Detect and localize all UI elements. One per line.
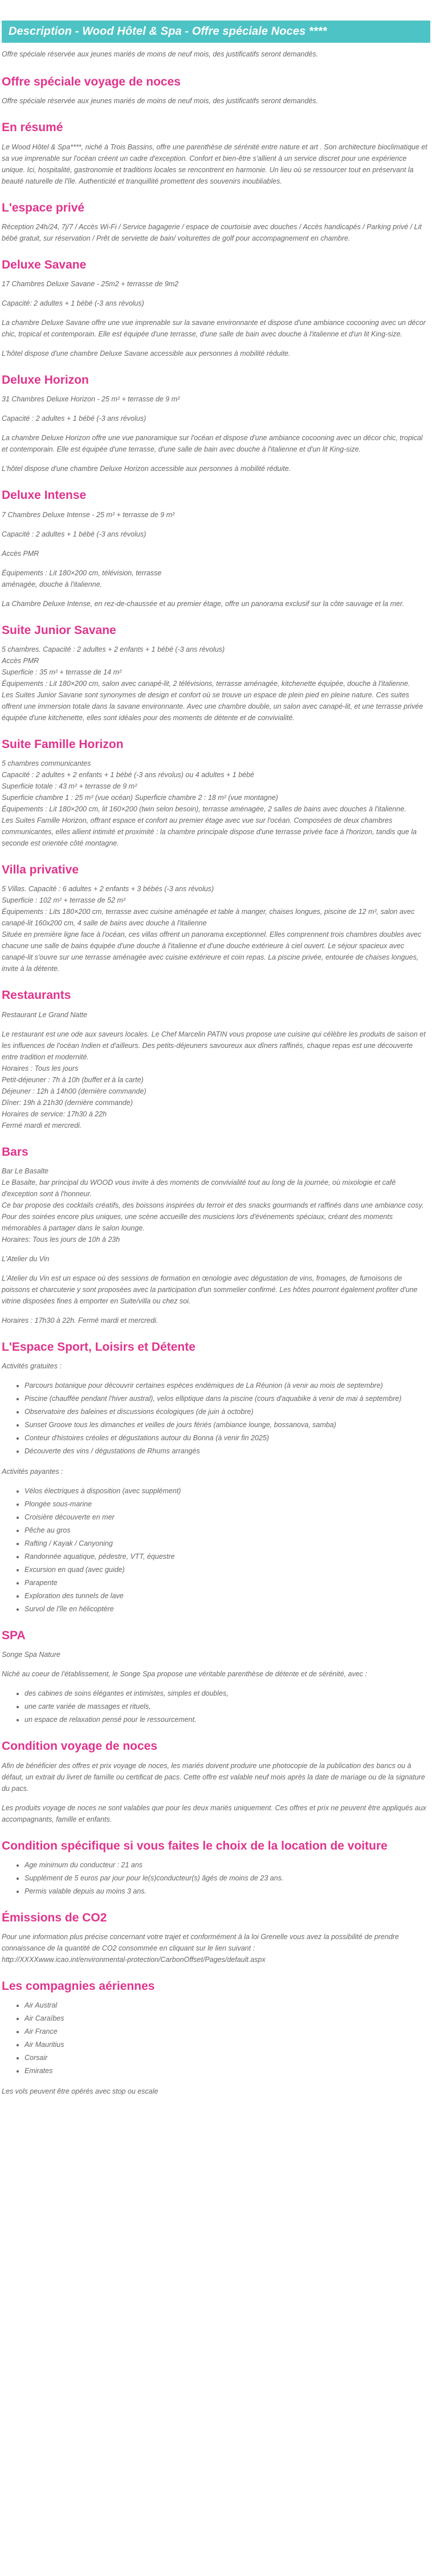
bullet-list [25,1859,430,1897]
paragraph [2,1315,430,1326]
section-heading: Émissions de CO2 [2,1911,107,1924]
section-l-espace-sport-loisirs-et-detente [2,1340,430,1615]
paragraph [2,1466,430,1477]
text-line: Superficie : 35 m² + terrasse de 14 m² [2,668,122,676]
text-line: Capacité: 2 adultes + 1 bébé (-3 ans révolus) [2,299,144,307]
text-line: Afin de bénéficier des offres et prix voyage de noces, les mariés doivent produire une photocopie de la publication des bancs ou à défaut, un extrait du livret de famille ou certificat de pacs. Cette offre est valable neuf mois après la date de mariage ou de la signature du pacs. [2,1761,425,1793]
section-heading: Suite Famille Horizon [2,737,124,751]
text-line: Niché au coeur de l'établissement, le Songe Spa propose une véritable parenthèse de détente et de sérénité, avec : [2,1670,368,1679]
list-item: • Air Caraïbes [25,2013,430,2024]
list-item: • Survol de l'île en hélicoptère [25,1603,430,1615]
list-item: • Conteur d'histoires créoles et dégustations autour du Bonna (à venir fin 2025) [25,1432,430,1444]
text-line: Capacité : 2 adultes + 2 enfants + 1 bébé (-3 ans révolus) ou 4 adultes + 1 bébé [2,771,255,779]
list-item: • Exploration des tunnels de lave [25,1590,430,1602]
text-line: 17 Chambres Deluxe Savane - 25m2 + terrasse de 9m2 [2,280,179,288]
section-heading: Condition spécifique si vous faites le choix de la location de voiture [2,1839,388,1852]
paragraph [2,1931,430,1965]
text-line: 31 Chambres Deluxe Horizon - 25 m² + terrasse de 9 m² [2,395,180,404]
text-line: Les vols peuvent être opérés avec stop ou escale [2,2087,158,2096]
text-line: Les Suites Junior Savane sont synonymes de design et confort où se trouve un espace de plein pied en pleine nature. Ces suites offrent une immersion totale dans la savane environnante. Avec une chambre double, un salon avec canapé-lit, et une terrasse privée équipée d'une kitchenette, elles sont idéales pour des moments de détente et de convivialité. [2,690,423,722]
paragraph [2,1029,430,1131]
paragraph [2,463,430,474]
list-item: • Emirates [25,2065,430,2077]
text-line: 5 chambres. Capacité : 2 adultes + 2 enfants + 1 bébé (-3 ans révolus) [2,645,225,653]
section-heading: Deluxe Intense [2,489,87,502]
list-item: • une carte variée de massages et rituels, [25,1701,430,1712]
text-line: Située en première ligne face à l'océan, ces villas offrent un panorama exceptionnel. Elles comprennent trois chambres doubles avec chacune une salle de bains équipée d'une douche à l'italienne et d'une douche extérieure à ciel ouvert. Le séjour spacieux avec canapé-lit s'ouvre sur une terrasse aménagée avec cuisine extérieure et coin repas. La piscine privée, entourée de chaises longues, invite à la détente. [2,931,422,973]
paragraph [2,221,430,244]
list-item: • Age minimum du conducteur : 21 ans [25,1859,430,1871]
text-line: Bar Le Basalte [2,1167,48,1175]
text-line: Dîner: 19h à 21h30 (dernière commande) [2,1098,133,1107]
text-line: Ce bar propose des cocktails créatifs, des boissons inspirées du terroir et des snacks gourmands et raffinés dans une ambiance cosy. Pour des soirées encore plus uniques, une scène accueille des musiciens lors d'événements spéciaux, créant des moments mémorables à partager dans le salon lounge. [2,1201,424,1232]
list-item: • Corsair [25,2052,430,2063]
section-heading: En résumé [2,121,63,135]
text-line: 5 chambres communicantes [2,759,91,767]
text-line: Restaurant Le Grand Natte [2,1010,88,1019]
text-line: L'Atelier du Vin [2,1254,50,1263]
list-item: • Pêche au gros [25,1525,430,1536]
section-heading: SPA [2,1629,26,1642]
paragraph [2,1668,430,1680]
text-line: aménagée, douche à l'italienne. [2,580,103,588]
list-item: • Sunset Groove tous les dimanches et veilles de jours fériés (ambiance lounge, bossanova, samba) [25,1419,430,1431]
paragraph [2,432,430,455]
text-line: Horaires : 17h30 à 22h. Fermé mardi et mercredi. [2,1316,158,1324]
list-item: • Vélos électriques à disposition (avec supplément) [25,1485,430,1497]
paragraph [2,95,430,107]
bullet-list [25,1485,430,1615]
section-heading: Condition voyage de noces [2,1740,158,1753]
section-spa [2,1628,430,1725]
content [2,75,430,2097]
paragraph [2,141,430,187]
paragraph [2,644,430,724]
section-condition-voyage-de-noces [2,1739,430,1825]
paragraph [2,883,430,974]
text-line: 5 Villas. Capacité : 6 adultes + 2 enfants + 3 bébés (-3 ans révolus) [2,885,214,893]
text-line: Équipements : Lit 180×200 cm, salon avec canapé-lit, 2 télévisions, terrasse aménagée, kitchenette équipée, douche à l'italienne. [2,679,410,688]
text-line: Équipements : Lits 180×200 cm, terrasse avec cuisine aménagée et table à manger, chaises longues, piscine de 12 m², salon avec canapé-lit 160x200 cm, 4 salle de bains avec douche à l'italienne [2,908,415,928]
text-line: Le restaurant est une ode aux saveurs locales. Le Chef Marcelin PATIN vous propose une cuisine qui célèbre les produits de saison et les influences de l'océan Indien et d'ailleurs. Des petits-déjeuners savoureux aux dîners raffinés, chaque repas est une découverte entre tradition et modernité. [2,1030,426,1061]
section-condition-specifique-si-vous-faites-le-choix-de-la-location-de-voiture [2,1839,430,1897]
paragraph [2,1253,430,1265]
text-line: Horaires de service: 17h30 à 22h [2,1110,107,1118]
text-line: Horaires : Tous les jours [2,1064,79,1072]
paragraph [2,1802,430,1825]
bullet-list [25,1688,430,1725]
text-line: Déjeuner : 12h à 14h00 (dernière commande) [2,1087,146,1095]
list-item: • Croisière découverte en mer [25,1512,430,1523]
paragraph [2,1760,430,1794]
section-deluxe-savane [2,258,430,359]
section-deluxe-intense [2,488,430,609]
list-item: • Observatoire des baleines et discussions écologiques (de juin à octobre) [25,1406,430,1417]
text-line: Superficie : 102 m² + terrasse de 52 m² [2,896,126,905]
section-les-compagnies-aeriennes [2,1979,430,2097]
list-item: • Air Mauritius [25,2039,430,2050]
text-line: Les produits voyage de noces ne sont valables que pour les deux mariés uniquement. Ces offres et prix ne peuvent être appliqués aux accompagnants, famille et enfants. [2,1803,426,1823]
text-line: http://XXXXwww.icao.int/environmental-protection/CarbonOffset/Pages/default.aspx [2,1956,266,1964]
paragraph [2,278,430,290]
paragraph [2,529,430,540]
list-item: • Randonnée aquatique, pédestre, VTT, équestre [25,1551,430,1562]
paragraph [2,2086,430,2097]
section-heading: Suite Junior Savane [2,623,116,637]
text-line: Accès PMR [2,656,39,665]
paragraph [2,413,430,424]
paragraph [2,567,430,590]
text-line: Petit-déjeuner : 7h à 10h (buffet et à la carte) [2,1075,144,1084]
text-line: Capacité : 2 adultes + 1 bébé (-3 ans révolus) [2,415,146,423]
list-item: • Piscine (chauffée pendant l'hiver austral), velos elliptique dans la piscine (cours d'aquabike à venir de mai à septembre) [25,1393,430,1404]
section-bars [2,1145,430,1326]
text-line: Le Wood Hôtel & Spa****, niché à Trois Bassins, offre une parenthèse de sérénité entre nature et art . Son architecture bioclimatique et sa vue imprenable sur l'océan créent un cadre d'exception. Confort et bien-être s'allient à un service discret pour une expérience unique. Ici, hospitalité, gastronomie et traditions locales se rencontrent en harmonie. Un lieu où se ressourcer tout en préservant la beauté naturelle de l'île. Authenticité et tranquillité promettent des souvenirs inoubliables. [2,143,427,185]
list-item: • des cabines de soins élégantes et intimistes, simples et doubles, [25,1688,430,1699]
section-l-espace-prive [2,201,430,244]
text-line: Le Basalte, bar principal du WOOD vous invite à des moments de convivialité tout au long de la journée, où mixologie et café d'exception sont à l'honneur. [2,1178,396,1198]
section-heading: L'Espace Sport, Loisirs et Détente [2,1340,195,1354]
section-restaurants [2,988,430,1131]
text-line: Équipements : Lit 180×200 cm, lit 160×200 (twin selon besoin), terrasse aménagée, 2 salles de bains avec douches à l'italienne. [2,805,406,813]
text-line: Activités gratuites : [2,1362,62,1370]
list-item: • Parcours botanique pour découvrir certaines espèces endémiques de La Réunion (à venir au mois de septembre) [25,1380,430,1391]
list-item: • Excursion en quad (avec guide) [25,1564,430,1575]
text-line: Les Suites Famille Horizon, offrant espace et confort au premier étage avec vue sur l'océan. Composées de deux chambres communicantes, elles allient intimité et proximité : la chambre principale dispose d'une terrasse privée face à l'horizon, tandis que la seconde est orientée côté montagne. [2,816,417,847]
paragraph [2,1165,430,1245]
section-villa-privative [2,863,430,974]
text-line: Capacité : 2 adultes + 1 bébé (-3 ans révolus) [2,530,146,538]
text-line: Superficie totale : 43 m² + terrasse de 9 m² [2,782,137,790]
text-line: Équipements : Lit 180×200 cm, télévision, terrasse [2,568,162,577]
text-line: L'Atelier du Vin est un espace où des sessions de formation en œnologie avec dégustation de vins, fromages, de fumoisons de poissons et charcuterie y sont proposées avec la participation d'un sommelier confirmé. Les hôtes pourront également profiter d'une vitrine disposées fines à emporter en Suite/villa ou chez soi. [2,1274,418,1305]
list-item: • Parapente [25,1577,430,1588]
paragraph [2,1273,430,1307]
section-heading: Villa privative [2,863,79,876]
list-item: • Air Austral [25,2000,430,2011]
text-line: L'hôtel dispose d'une chambre Deluxe Horizon accessible aux personnes à mobilité réduite. [2,465,291,473]
paragraph [2,509,430,521]
text-line: La chambre Deluxe Savane offre une vue imprenable sur la savane environnante et dispose d'une ambiance cocooning avec un décor chic, tropical et contemporain. Elle est équipée d'une terrasse, d'une salle de bain avec douche à l'italienne et d'un lit King-size. [2,319,426,338]
paragraph [2,1360,430,1372]
list-item: • Permis valable depuis au moins 3 ans. [25,1886,430,1897]
paragraph [2,317,430,340]
text-line: Offre spéciale réservée aux jeunes mariés de moins de neuf mois, des justificatifs seront demandés. [2,97,319,105]
section-suite-famille-horizon [2,737,430,849]
section-heading: Deluxe Horizon [2,373,89,387]
section-heading: Deluxe Savane [2,258,87,271]
intro-text: Offre spéciale réservée aux jeunes mariés de moins de neuf mois, des justificatifs seront demandés. [2,50,319,58]
text-line: L'hôtel dispose d'une chambre Deluxe Savane accessible aux personnes à mobilité réduite. [2,350,291,357]
list-item: • Rafting / Kayak / Canyoning [25,1538,430,1549]
section-suite-junior-savane [2,623,430,724]
text-line: Superficie chambre 1 : 25 m² (vue océan) Superficie chambre 2 : 18 m² (vue montagne) [2,794,278,802]
list-item: • Supplément de 5 euros par jour pour le(s)conducteur(s) âgés de moins de 23 ans. [25,1872,430,1884]
paragraph [2,548,430,559]
list-item: • Air France [25,2026,430,2037]
section-deluxe-horizon [2,373,430,474]
section-en-resume [2,120,430,186]
section-offre-speciale-voyage-de-noces [2,75,430,107]
text-line: Accès PMR [2,549,39,558]
paragraph [2,393,430,405]
paragraph [2,598,430,610]
section-heading: Bars [2,1145,28,1159]
paragraph [2,1649,430,1660]
text-line: La Chambre Deluxe Intense, en rez-de-chaussée et au premier étage, offre un panorama exclusif sur la côte sauvage et la mer. [2,599,405,608]
paragraph [2,348,430,359]
text-line: La chambre Deluxe Horizon offre une vue panoramique sur l'océan et dispose d'une ambiance cocooning avec un décor chic, tropical et contemporain. Elle est équipée d'une terrasse, d'une salle de bain avec douche à l'italienne et d'un lit King-size. [2,434,423,454]
list-item: • Découverte des vins / dégustations de Rhums arrangés [25,1445,430,1457]
text-line: Activités payantes : [2,1468,63,1476]
text-line: Réception 24h/24, 7j/7 / Accès Wi-Fi / Service bagagerie / espace de courtoisie avec douches / Accès handicapés / Parking privé / Lit bébé gratuit, sur réservation / Prêt de serviette de bain/ voiturettes de golf pour accompagnement en chambre. [2,222,422,242]
text-line: Pour une information plus précise concernant votre trajet et conformément à la loi Grenelle vous avez la possibilité de prendre connaissance de la quantité de CO2 consommée en cliquant sur le lien suivant : [2,1933,399,1952]
paragraph [2,298,430,309]
section-emissions-de-co2 [2,1911,430,1965]
paragraph [2,1009,430,1021]
text-line: 7 Chambres Deluxe Intense - 25 m² + terrasse de 9 m² [2,510,175,519]
section-heading: Offre spéciale voyage de noces [2,75,181,88]
bullet-list [25,1380,430,1457]
section-heading: Restaurants [2,989,71,1002]
text-line: Songe Spa Nature [2,1651,60,1659]
list-item: • un espace de relaxation pensé pour le ressourcement. [25,1714,430,1725]
section-heading: Les compagnies aériennes [2,1980,155,1993]
list-item: • Plongée sous-marine [25,1498,430,1510]
text-line: Fermé mardi et mercredi. [2,1121,82,1129]
title-bar: Description - Wood Hôtel & Spa - Offre spéciale Noces **** [2,21,430,43]
text-line: Horaires: Tous les jours de 10h à 23h [2,1235,120,1244]
section-heading: L'espace privé [2,201,85,214]
bullet-list [25,2000,430,2077]
paragraph [2,758,430,849]
